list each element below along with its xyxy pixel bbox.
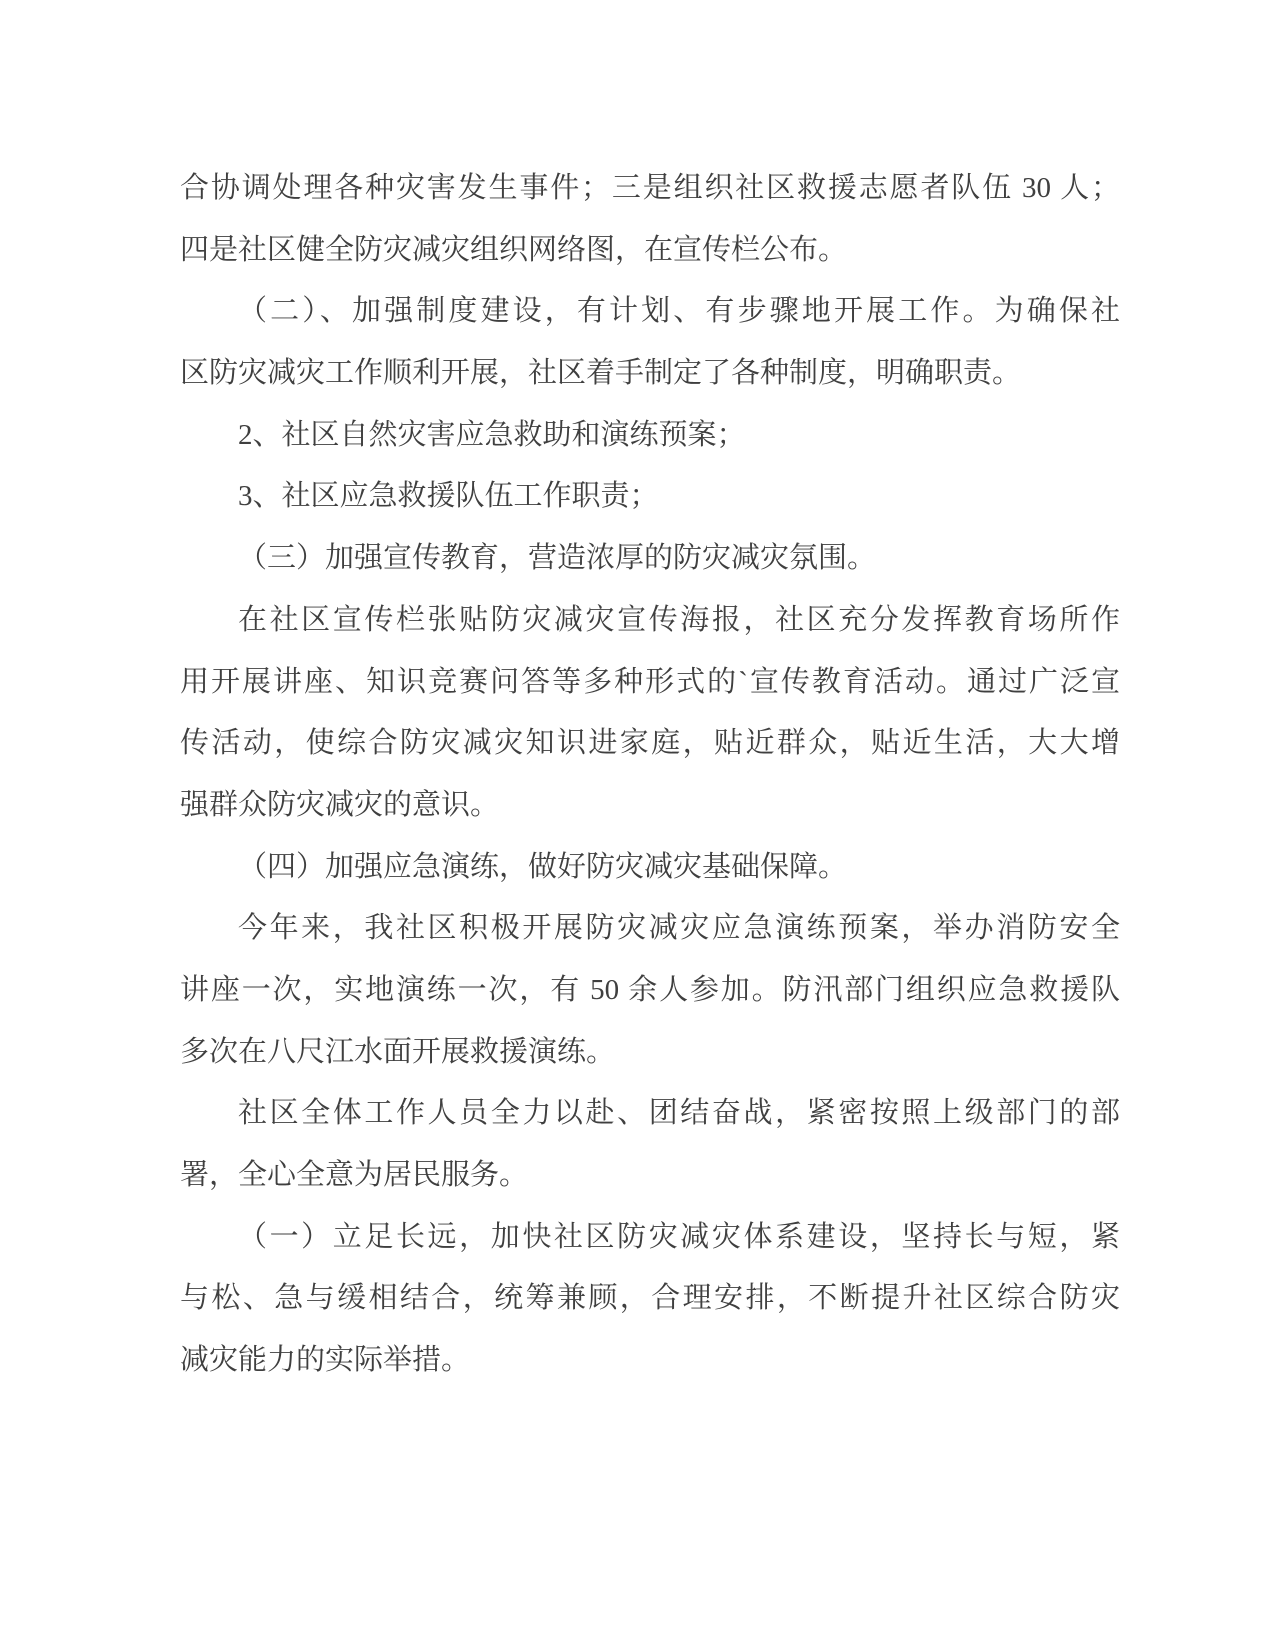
text-line: 强群众防灾减灾的意识。 xyxy=(180,788,500,821)
text-line: 2、社区自然灾害应急救助和演练预案； xyxy=(238,418,746,451)
text-line: （四）加强应急演练，做好防灾减灾基础保障。 xyxy=(238,850,848,883)
text-line: （三）加强宣传教育，营造浓厚的防灾减灾氛围。 xyxy=(238,542,877,575)
text-line: 社区全体工作人员全力以赴、团结奋战，紧密按照上级部门的部 xyxy=(238,1097,1120,1130)
text-line: 合协调处理各种灾害发生事件；三是组织社区救援志愿者队伍 30 人； xyxy=(180,172,1120,204)
text-line: 在社区宣传栏张贴防灾减灾宣传海报，社区充分发挥教育场所作 xyxy=(238,603,1120,636)
text-line: 传活动，使综合防灾减灾知识进家庭，贴近群众，贴近生活，大大增 xyxy=(180,727,1120,760)
text-line: 署，全心全意为居民服务。 xyxy=(180,1159,529,1191)
document-body xyxy=(180,158,1120,1392)
text-line: 讲座一次，实地演练一次，有 50 余人参加。防汛部门组织应急救援队 xyxy=(180,973,1120,1006)
text-line: （二）、加强制度建设，有计划、有步骤地开展工作。为确保社 xyxy=(238,295,1120,328)
text-line: 3、社区应急救援队伍工作职责； xyxy=(238,480,659,513)
text-line: 多次在八尺江水面开展救援演练。 xyxy=(180,1035,616,1068)
text-line: 区防灾减灾工作顺利开展，社区着手制定了各种制度，明确职责。 xyxy=(180,357,1022,390)
text-line: 减灾能力的实际举措。 xyxy=(180,1344,471,1377)
text-line: 与松、急与缓相结合，统筹兼顾，合理安排，不断提升社区综合防灾 xyxy=(180,1282,1120,1315)
text-line: 四是社区健全防灾减灾组织网络图，在宣传栏公布。 xyxy=(180,233,848,266)
text-line: （一）立足长远，加快社区防灾减灾体系建设，坚持长与短，紧 xyxy=(238,1220,1120,1253)
text-line: 今年来，我社区积极开展防灾减灾应急演练预案，举办消防安全 xyxy=(238,912,1120,945)
text-line: 用开展讲座、知识竞赛问答等多种形式的`宣传教育活动。通过广泛宣 xyxy=(180,665,1120,698)
